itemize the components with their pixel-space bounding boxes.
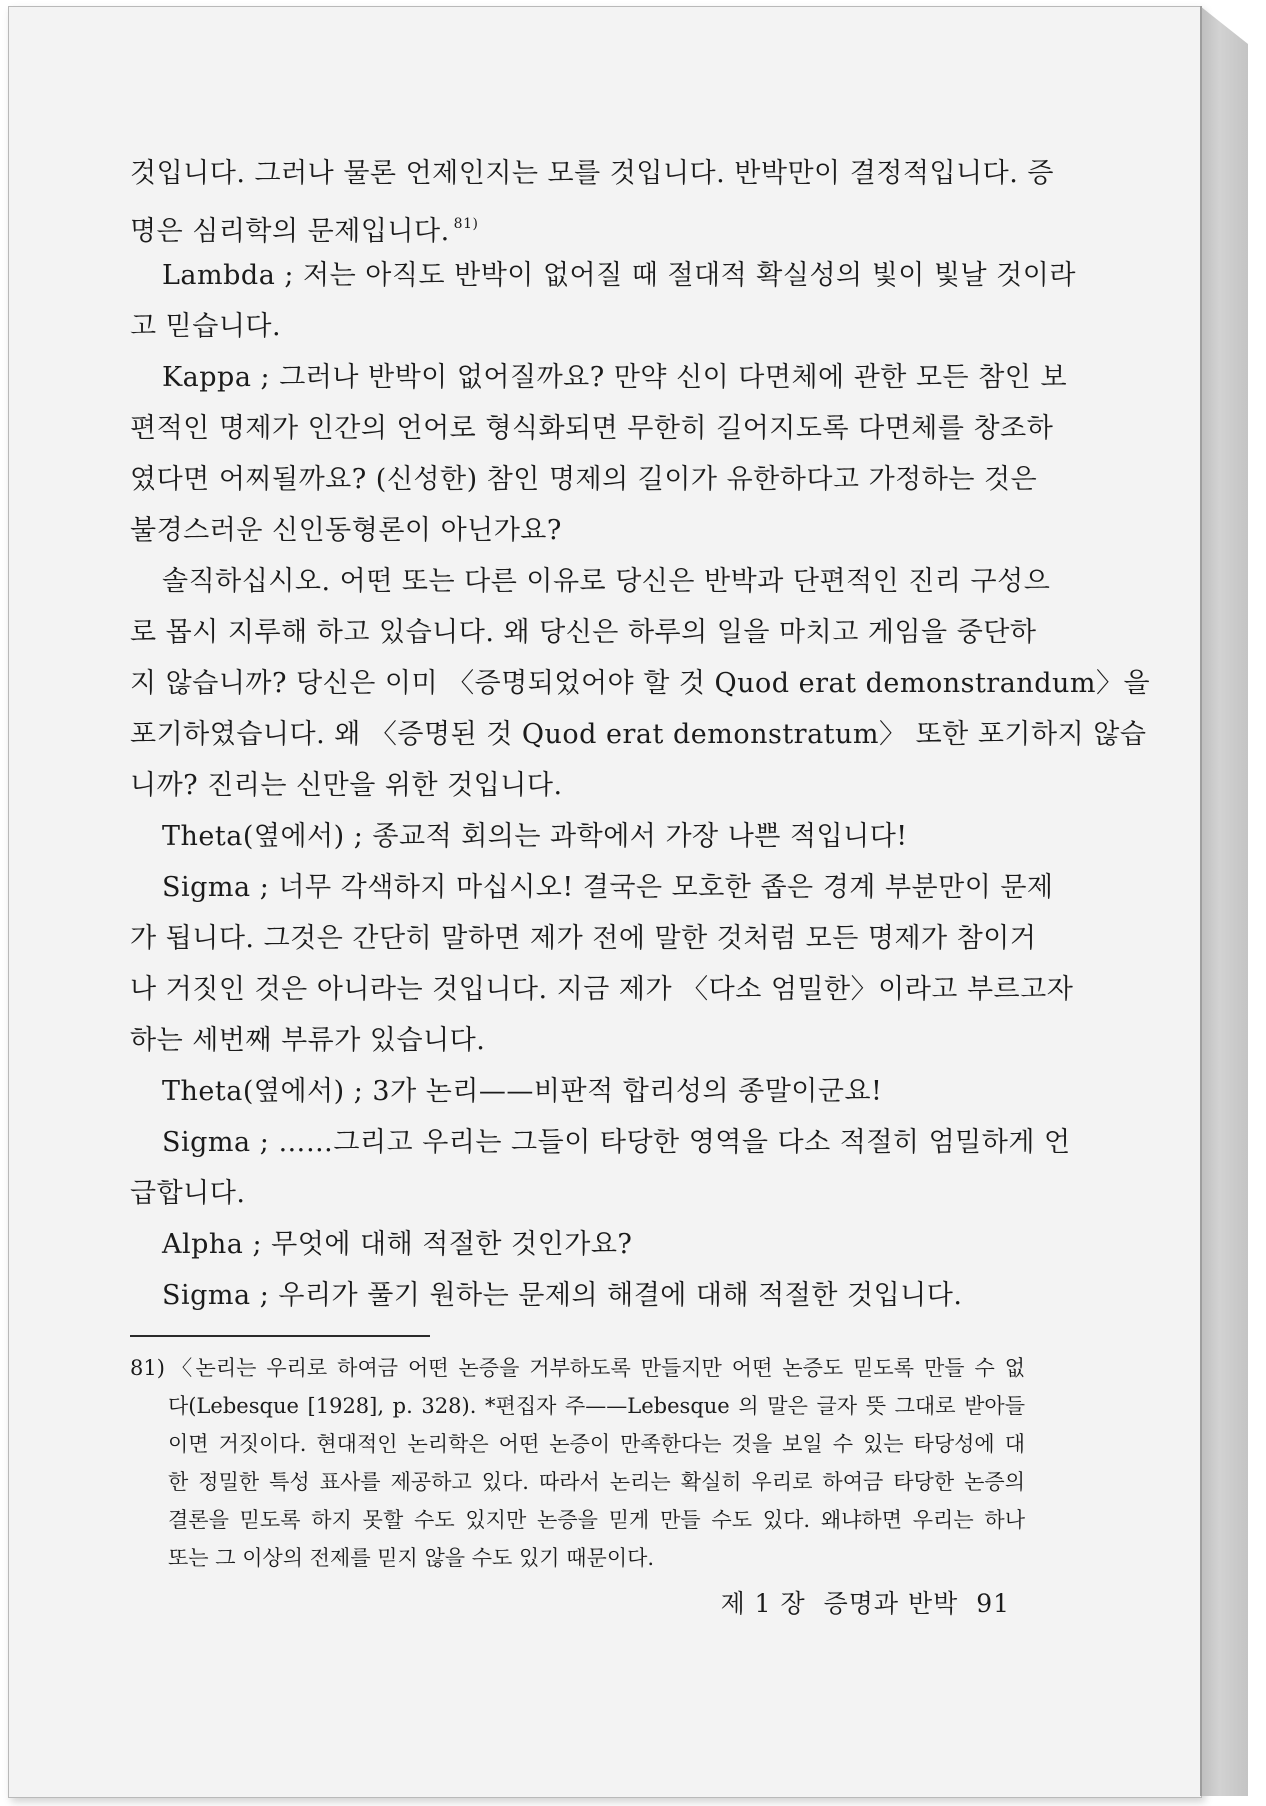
running-footer bbox=[720, 1584, 1010, 1620]
text-line-content: 명은 심리학의 문제입니다. bbox=[130, 216, 450, 247]
text-line-content: Sigma ; 너무 각색하지 마십시오! 결국은 모호한 좁은 경계 부분만이 문제 bbox=[162, 872, 1054, 903]
text-line-content: 솔직하십시오. 어떤 또는 다른 이유로 당신은 반박과 단편적인 진리 구성으 bbox=[162, 566, 1051, 597]
text-line bbox=[130, 199, 1025, 250]
text-line-content: 고 믿습니다. bbox=[130, 311, 282, 342]
footnote-rule bbox=[130, 1335, 430, 1337]
text-line bbox=[130, 301, 1025, 352]
text-line bbox=[130, 352, 1068, 403]
footnote-text: 한 정밀한 특성 표사를 제공하고 있다. 따라서 논리는 확실히 우리로 하여금 타당한 논증의 bbox=[168, 1470, 1025, 1494]
text-line-content: Kappa ; 그러나 반박이 없어질까요? 만약 신이 다면체에 관한 모든 참인 보 bbox=[162, 362, 1068, 393]
footnote-text: 다(Lebesque [1928], p. 328). *편집자 주——Lebesque 의 말은 글자 뜻 그대로 받아들 bbox=[168, 1394, 1025, 1418]
footnote-text: 또는 그 이상의 전제를 믿지 않을 수도 있기 때문이다. bbox=[168, 1546, 655, 1570]
text-line bbox=[130, 454, 1038, 505]
footnotes bbox=[130, 1349, 1025, 1577]
footnote-reference: 81) bbox=[453, 216, 479, 232]
footnote-text: 이면 거짓이다. 현대적인 논리학은 어떤 논증이 만족한다는 것을 보일 수 있는 타당성에 대 bbox=[168, 1432, 1025, 1456]
text-line-content: 였다면 어찌될까요? (신성한) 참인 명제의 길이가 유한하다고 가정하는 것은 bbox=[130, 464, 1038, 495]
text-line bbox=[130, 811, 1025, 862]
book-edge bbox=[1200, 6, 1248, 1796]
text-line bbox=[130, 556, 1051, 607]
text-line bbox=[130, 505, 1025, 556]
text-line bbox=[130, 148, 1054, 199]
footnote-text: 결론을 믿도록 하지 못할 수도 있지만 논증을 믿게 만들 수도 있다. 왜냐하면 우리는 하나 bbox=[168, 1508, 1025, 1532]
text-line bbox=[130, 1015, 1025, 1066]
text-line bbox=[130, 1117, 1071, 1168]
text-line-content: 급합니다. bbox=[130, 1178, 246, 1209]
text-line-content: Sigma ; 우리가 풀기 원하는 문제의 해결에 대해 적절한 것입니다. bbox=[162, 1280, 963, 1311]
footnote-line bbox=[130, 1539, 1025, 1577]
page-content bbox=[130, 148, 1151, 1577]
footnote-line bbox=[130, 1387, 1025, 1425]
text-line-content: 것입니다. 그러나 물론 언제인지는 모를 것입니다. 반박만이 결정적입니다. 증 bbox=[130, 158, 1054, 189]
body-text bbox=[130, 148, 1151, 1321]
text-line bbox=[130, 1066, 1025, 1117]
book-edge-line bbox=[1200, 6, 1202, 1796]
text-line-content: Theta(옆에서) ; 3가 논리——비판적 합리성의 종말이군요! bbox=[162, 1076, 883, 1107]
text-line bbox=[130, 760, 1025, 811]
text-line bbox=[130, 607, 1037, 658]
text-line-content: 지 않습니까? 당신은 이미 〈증명되었어야 할 것 Quod erat demonstrandum〉을 bbox=[130, 668, 1151, 699]
text-line-content: 니까? 진리는 신만을 위한 것입니다. bbox=[130, 770, 563, 801]
chapter-title: 증명과 반박 bbox=[823, 1589, 959, 1618]
footnote-line bbox=[130, 1349, 1025, 1387]
text-line-content: 가 됩니다. 그것은 간단히 말하면 제가 전에 말한 것처럼 모든 명제가 참이거 bbox=[130, 923, 1037, 954]
text-line-content: Sigma ; ……그리고 우리는 그들이 타당한 영역을 다소 적절히 엄밀하게 언 bbox=[162, 1127, 1071, 1158]
text-line bbox=[130, 1168, 1025, 1219]
text-line-content: Theta(옆에서) ; 종교적 회의는 과학에서 가장 나쁜 적입니다! bbox=[162, 821, 908, 852]
text-line bbox=[130, 862, 1054, 913]
text-line bbox=[130, 1219, 1025, 1270]
text-line-content: 로 몹시 지루해 하고 있습니다. 왜 당신은 하루의 일을 마치고 게임을 중단하 bbox=[130, 617, 1037, 648]
text-line-content: 편적인 명제가 인간의 언어로 형식화되면 무한히 길어지도록 다면체를 창조하 bbox=[130, 413, 1054, 444]
footnote-line bbox=[130, 1425, 1025, 1463]
text-line bbox=[130, 403, 1054, 454]
text-line-content: 포기하였습니다. 왜 〈증명된 것 Quod erat demonstratum〉 또한 포기하지 않습 bbox=[130, 719, 1147, 750]
text-line bbox=[130, 250, 1076, 301]
chapter-label: 제 1 장 bbox=[720, 1589, 806, 1618]
footnote-line bbox=[130, 1463, 1025, 1501]
text-line-content: 불경스러운 신인동형론이 아닌가요? bbox=[130, 515, 562, 546]
text-line-content: 하는 세번째 부류가 있습니다. bbox=[130, 1025, 486, 1056]
text-line-content: Lambda ; 저는 아직도 반박이 없어질 때 절대적 확실성의 빛이 빛날 것이라 bbox=[162, 260, 1076, 291]
footnote-text: 〈논리는 우리로 하여금 어떤 논증을 거부하도록 만들지만 어떤 논증도 믿도록 만들 수 없 bbox=[168, 1356, 1025, 1380]
text-line-content: Alpha ; 무엇에 대해 적절한 것인가요? bbox=[162, 1229, 633, 1260]
text-line bbox=[130, 658, 1151, 709]
text-line bbox=[130, 1270, 1025, 1321]
footnote-number: 81) bbox=[130, 1356, 165, 1380]
text-line bbox=[130, 913, 1037, 964]
text-line bbox=[130, 964, 1074, 1015]
text-line bbox=[130, 709, 1147, 760]
text-line-content: 나 거짓인 것은 아니라는 것입니다. 지금 제가 〈다소 엄밀한〉이라고 부르고자 bbox=[130, 974, 1074, 1005]
footnote-line bbox=[130, 1501, 1025, 1539]
page-number: 91 bbox=[976, 1589, 1010, 1618]
